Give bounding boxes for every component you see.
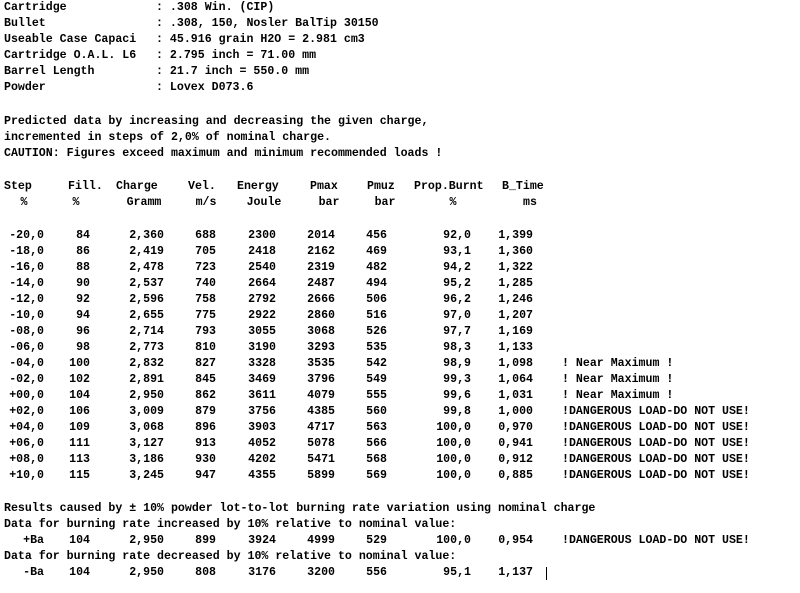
cell-fill: 104 xyxy=(69,534,90,547)
cell-btime: 0,912 xyxy=(498,453,533,466)
cell-pmuz: 506 xyxy=(366,293,387,306)
cell-pmuz: 535 xyxy=(366,341,387,354)
cell-vel: 740 xyxy=(195,277,216,290)
cell-fill: 94 xyxy=(76,309,90,322)
cell-burnt: 97,7 xyxy=(443,325,471,338)
unit-charge: Gramm xyxy=(126,196,162,209)
cell-fill: 96 xyxy=(76,325,90,338)
col-vel: Vel. xyxy=(188,180,216,193)
cell-pmuz: 568 xyxy=(366,453,387,466)
cell-fill: 92 xyxy=(76,293,90,306)
warning-note: ! Near Maximum ! xyxy=(562,357,674,370)
cell-pmax: 5471 xyxy=(307,453,335,466)
cell-burnt: 97,0 xyxy=(443,309,471,322)
unit-fill: % xyxy=(72,196,80,209)
cell-btime: 0,970 xyxy=(498,421,533,434)
cell-vel: 845 xyxy=(195,373,216,386)
cell-burnt: 94,2 xyxy=(443,261,471,274)
cell-pmax: 4999 xyxy=(307,534,335,547)
cell-energy: 2540 xyxy=(248,261,276,274)
cell-btime: 1,098 xyxy=(498,357,533,370)
cell-charge: 3,009 xyxy=(129,405,164,418)
cell-vel: 793 xyxy=(195,325,216,338)
cell-step: -04,0 xyxy=(9,357,44,370)
cell-vel: 930 xyxy=(195,453,216,466)
cell-charge: 2,891 xyxy=(129,373,164,386)
unit-step: % xyxy=(20,196,28,209)
intro-line: Predicted data by increasing and decreasing the given charge, xyxy=(4,115,429,128)
cell-pmuz: 555 xyxy=(366,389,387,402)
cell-fill: 98 xyxy=(76,341,90,354)
cell-charge: 3,245 xyxy=(129,469,164,482)
cell-btime: 1,000 xyxy=(498,405,533,418)
unit-energy: Joule xyxy=(246,196,282,209)
col-fill: Fill. xyxy=(68,180,103,193)
warning-note: !DANGEROUS LOAD-DO NOT USE! xyxy=(562,437,750,450)
cell-step: +06,0 xyxy=(9,437,44,450)
cell-energy: 3611 xyxy=(248,389,276,402)
cell-vel: 827 xyxy=(195,357,216,370)
cell-fill: 109 xyxy=(69,421,90,434)
cell-pmuz: 469 xyxy=(366,245,387,258)
cell-vel: 913 xyxy=(195,437,216,450)
cell-charge: 2,360 xyxy=(129,229,164,242)
col-energy: Energy xyxy=(237,180,279,193)
cell-vel: 705 xyxy=(195,245,216,258)
caution-line: CAUTION: Figures exceed maximum and minimum recommended loads ! xyxy=(4,147,443,160)
cell-charge: 3,068 xyxy=(129,421,164,434)
cell-burnt: 100,0 xyxy=(436,437,471,450)
text-cursor xyxy=(546,567,547,580)
increased-label: Data for burning rate increased by 10% relative to nominal value: xyxy=(4,518,457,531)
cell-btime: 1,064 xyxy=(498,373,533,386)
cell-pmuz: 560 xyxy=(366,405,387,418)
unit-vel: m/s xyxy=(195,196,217,209)
cell-pmax: 2666 xyxy=(307,293,335,306)
cell-fill: 104 xyxy=(69,566,90,579)
cell-step: -14,0 xyxy=(9,277,44,290)
cell-pmuz: 569 xyxy=(366,469,387,482)
cell-pmax: 3796 xyxy=(307,373,335,386)
col-pmax: Pmax xyxy=(310,180,338,193)
warning-note: !DANGEROUS LOAD-DO NOT USE! xyxy=(562,453,750,466)
cell-pmuz: 566 xyxy=(366,437,387,450)
cell-fill: 88 xyxy=(76,261,90,274)
cell-pmuz: 526 xyxy=(366,325,387,338)
cell-vel: 758 xyxy=(195,293,216,306)
cell-btime: 1,031 xyxy=(498,389,533,402)
cell-pmuz: 516 xyxy=(366,309,387,322)
cell-pmax: 3535 xyxy=(307,357,335,370)
cell-btime: 1,207 xyxy=(498,309,533,322)
cell-burnt: 93,1 xyxy=(443,245,471,258)
decreased-label: Data for burning rate decreased by 10% relative to nominal value: xyxy=(4,550,457,563)
cell-pmax: 4717 xyxy=(307,421,335,434)
cell-charge: 3,127 xyxy=(129,437,164,450)
cell-btime: 1,169 xyxy=(498,325,533,338)
unit-btime: ms xyxy=(523,196,537,209)
cell-btime: 1,246 xyxy=(498,293,533,306)
cell-energy: 3756 xyxy=(248,405,276,418)
cell-burnt: 99,6 xyxy=(443,389,471,402)
warning-note: !DANGEROUS LOAD-DO NOT USE! xyxy=(562,534,750,547)
cell-fill: 102 xyxy=(69,373,90,386)
cell-charge: 2,950 xyxy=(129,534,164,547)
cell-energy: 3469 xyxy=(248,373,276,386)
cell-energy: 4355 xyxy=(248,469,276,482)
cell-pmax: 3200 xyxy=(307,566,335,579)
warning-note: !DANGEROUS LOAD-DO NOT USE! xyxy=(562,469,750,482)
cell-btime: 0,954 xyxy=(498,534,533,547)
cell-pmax: 2162 xyxy=(307,245,335,258)
cell-charge: 2,714 xyxy=(129,325,164,338)
cell-vel: 808 xyxy=(195,566,216,579)
warning-note: !DANGEROUS LOAD-DO NOT USE! xyxy=(562,405,750,418)
variation-title: Results caused by ± 10% powder lot-to-lot burning rate variation using nominal charge xyxy=(4,502,596,515)
cell-energy: 3055 xyxy=(248,325,276,338)
cell-vel: 810 xyxy=(195,341,216,354)
cell-fill: 100 xyxy=(69,357,90,370)
cell-energy: 3190 xyxy=(248,341,276,354)
cell-pmax: 2014 xyxy=(307,229,335,242)
col-burnt: Prop.Burnt xyxy=(414,180,484,193)
cell-pmax: 2860 xyxy=(307,309,335,322)
cell-pmuz: 556 xyxy=(366,566,387,579)
cell-step: +00,0 xyxy=(9,389,44,402)
cell-vel: 879 xyxy=(195,405,216,418)
intro-line: incremented in steps of 2,0% of nominal charge. xyxy=(4,131,331,144)
cell-pmax: 5078 xyxy=(307,437,335,450)
cell-charge: 2,537 xyxy=(129,277,164,290)
cell-step: +Ba xyxy=(23,534,44,547)
cell-burnt: 100,0 xyxy=(436,453,471,466)
col-charge: Charge xyxy=(116,180,158,193)
cell-vel: 899 xyxy=(195,534,216,547)
unit-pmuz: bar xyxy=(374,196,396,209)
cell-step: -06,0 xyxy=(9,341,44,354)
cell-step: -16,0 xyxy=(9,261,44,274)
cell-energy: 4202 xyxy=(248,453,276,466)
warning-note: !DANGEROUS LOAD-DO NOT USE! xyxy=(562,421,750,434)
cell-step: -10,0 xyxy=(9,309,44,322)
cell-step: +04,0 xyxy=(9,421,44,434)
cell-btime: 0,941 xyxy=(498,437,533,450)
cell-fill: 86 xyxy=(76,245,90,258)
cell-pmuz: 542 xyxy=(366,357,387,370)
cell-charge: 2,655 xyxy=(129,309,164,322)
cell-burnt: 100,0 xyxy=(436,534,471,547)
cell-fill: 111 xyxy=(69,437,90,450)
cell-energy: 3176 xyxy=(248,566,276,579)
cell-btime: 1,322 xyxy=(498,261,533,274)
col-step: Step xyxy=(4,180,32,193)
cell-pmax: 2319 xyxy=(307,261,335,274)
cell-fill: 84 xyxy=(76,229,90,242)
cell-energy: 3924 xyxy=(248,534,276,547)
cell-energy: 3328 xyxy=(248,357,276,370)
cell-charge: 2,832 xyxy=(129,357,164,370)
cell-energy: 2664 xyxy=(248,277,276,290)
cell-energy: 2300 xyxy=(248,229,276,242)
cell-pmax: 5899 xyxy=(307,469,335,482)
unit-pmax: bar xyxy=(318,196,340,209)
cell-energy: 3903 xyxy=(248,421,276,434)
cell-btime: 1,133 xyxy=(498,341,533,354)
cell-fill: 104 xyxy=(69,389,90,402)
cell-energy: 4052 xyxy=(248,437,276,450)
col-pmuz: Pmuz xyxy=(367,180,395,193)
load-data-document: Cartridge : .308 Win. (CIP) Bullet : .308, 150, Nosler BalTip 30150 Useable Case Capaci : 45.916 grain H2O = 2.981 cm3 Cartridge O.A.L. L6 : 2.795 inch = 71.00 mm Barrel Length : 21.7 inch = 550.0 mm Powder : Lovex D073.6 Predicted data by increasing and decreasing the given charge, incremented in steps of 2,0% of nominal charge. CAUTION: Figures exceed maximum and minimum recommended loads ! Step Fill. Charge Vel. Energy Pmax Pmuz Prop.Burnt B_Time % % Gramm m/s Joule bar bar % ms -20,0 84 2,360 688 2300 2014 456 92,0 1,399 -18,0 86 2,419 705 2418 2162 469 93,1 1,360 -16,0 88 2,478 723 2540 2319 482 94,2 1,322 -14,0 90 2,537 740 2664 2487 494 95,2 1,285 -12,0 92 2,596 758 2792 2666 506 96,2 1,246 -10,0 94 2,655 775 2922 2860 516 97,0 1,207 -08,0 96 2,714 793 3055 3068 526 97,7 1,169 -06,0 98 2,773 810 3190 3293 535 98,3 1,133 -04,0 100 2,832 827 3328 3535 542 98,9 1,098 ! Near Maximum ! -02,0 102 2,891 845 3469 3796 549 99,3 1,064 ! Near Maximum ! +00,0 104 2,950 862 3611 4079 555 99,6 1,031 ! Near Maximum ! +02,0 106 3,009 879 3756 4385 560 99,8 1,000 !DANGEROUS LOAD-DO NOT USE! +04,0 109 3,068 896 3903 4717 563 100,0 0,970 !DANGEROUS LOAD-DO NOT USE! +06,0 111 3,127 913 4052 5078 566 100,0 0,941 !DANGEROUS LOAD-DO NOT USE! +08,0 113 3,186 930 4202 5471 568 100,0 0,912 !DANGEROUS LOAD-DO NOT USE! +10,0 115 3,245 947 4355 5899 569 100,0 0,885 !DANGEROUS LOAD-DO NOT USE! Results caused by ± 10% powder lot-to-lot burning rate variation using nominal charge Data for burning rate increased by 10% relative to nominal value: +Ba 104 2,950 899 3924 4999 529 100,0 0,954 !DANGEROUS LOAD-DO NOT USE! Data for burning rate decreased by 10% relative to nominal value: -Ba 104 2,950 808 3176 3200 556 95,1 1,137 xyxy=(0,0,800,593)
cell-vel: 862 xyxy=(195,389,216,402)
cell-charge: 2,419 xyxy=(129,245,164,258)
warning-note: ! Near Maximum ! xyxy=(562,373,674,386)
cell-step: -12,0 xyxy=(9,293,44,306)
header-row-units xyxy=(4,195,537,211)
cell-burnt: 100,0 xyxy=(436,421,471,434)
cell-vel: 688 xyxy=(195,229,216,242)
cell-btime: 1,399 xyxy=(498,229,533,242)
unit-burnt: % xyxy=(449,196,457,209)
cell-btime: 1,360 xyxy=(498,245,533,258)
cell-burnt: 100,0 xyxy=(436,469,471,482)
cell-step: -18,0 xyxy=(9,245,44,258)
col-btime: B_Time xyxy=(502,180,544,193)
cell-btime: 0,885 xyxy=(498,469,533,482)
cell-step: -08,0 xyxy=(9,325,44,338)
cell-energy: 2792 xyxy=(248,293,276,306)
cell-btime: 1,285 xyxy=(498,277,533,290)
cell-burnt: 99,3 xyxy=(443,373,471,386)
cell-burnt: 95,1 xyxy=(443,566,471,579)
warning-note: ! Near Maximum ! xyxy=(562,389,674,402)
cell-step: -20,0 xyxy=(9,229,44,242)
cell-pmax: 3068 xyxy=(307,325,335,338)
cell-step: -02,0 xyxy=(9,373,44,386)
cell-charge: 3,186 xyxy=(129,453,164,466)
header-row-labels xyxy=(4,179,544,195)
cell-pmuz: 563 xyxy=(366,421,387,434)
cell-pmax: 4385 xyxy=(307,405,335,418)
cell-burnt: 96,2 xyxy=(443,293,471,306)
cell-charge: 2,950 xyxy=(129,389,164,402)
cell-pmax: 4079 xyxy=(307,389,335,402)
cell-pmuz: 456 xyxy=(366,229,387,242)
cell-vel: 775 xyxy=(195,309,216,322)
cell-charge: 2,478 xyxy=(129,261,164,274)
cell-pmuz: 529 xyxy=(366,534,387,547)
cell-btime: 1,137 xyxy=(498,566,533,579)
cell-burnt: 98,9 xyxy=(443,357,471,370)
cell-burnt: 95,2 xyxy=(443,277,471,290)
cell-fill: 115 xyxy=(69,469,90,482)
cell-charge: 2,773 xyxy=(129,341,164,354)
cell-burnt: 99,8 xyxy=(443,405,471,418)
cell-vel: 947 xyxy=(195,469,216,482)
cell-burnt: 98,3 xyxy=(443,341,471,354)
cell-step: +10,0 xyxy=(9,469,44,482)
cell-fill: 90 xyxy=(76,277,90,290)
cell-burnt: 92,0 xyxy=(443,229,471,242)
cell-energy: 2922 xyxy=(248,309,276,322)
cell-charge: 2,950 xyxy=(129,566,164,579)
cell-pmuz: 494 xyxy=(366,277,387,290)
cell-energy: 2418 xyxy=(248,245,276,258)
cell-charge: 2,596 xyxy=(129,293,164,306)
cell-fill: 113 xyxy=(69,453,90,466)
cell-step: -Ba xyxy=(23,566,44,579)
cell-vel: 896 xyxy=(195,421,216,434)
cell-step: +08,0 xyxy=(9,453,44,466)
cell-pmuz: 482 xyxy=(366,261,387,274)
cell-vel: 723 xyxy=(195,261,216,274)
cell-pmuz: 549 xyxy=(366,373,387,386)
cell-fill: 106 xyxy=(69,405,90,418)
cell-pmax: 2487 xyxy=(307,277,335,290)
cell-step: +02,0 xyxy=(9,405,44,418)
cell-pmax: 3293 xyxy=(307,341,335,354)
